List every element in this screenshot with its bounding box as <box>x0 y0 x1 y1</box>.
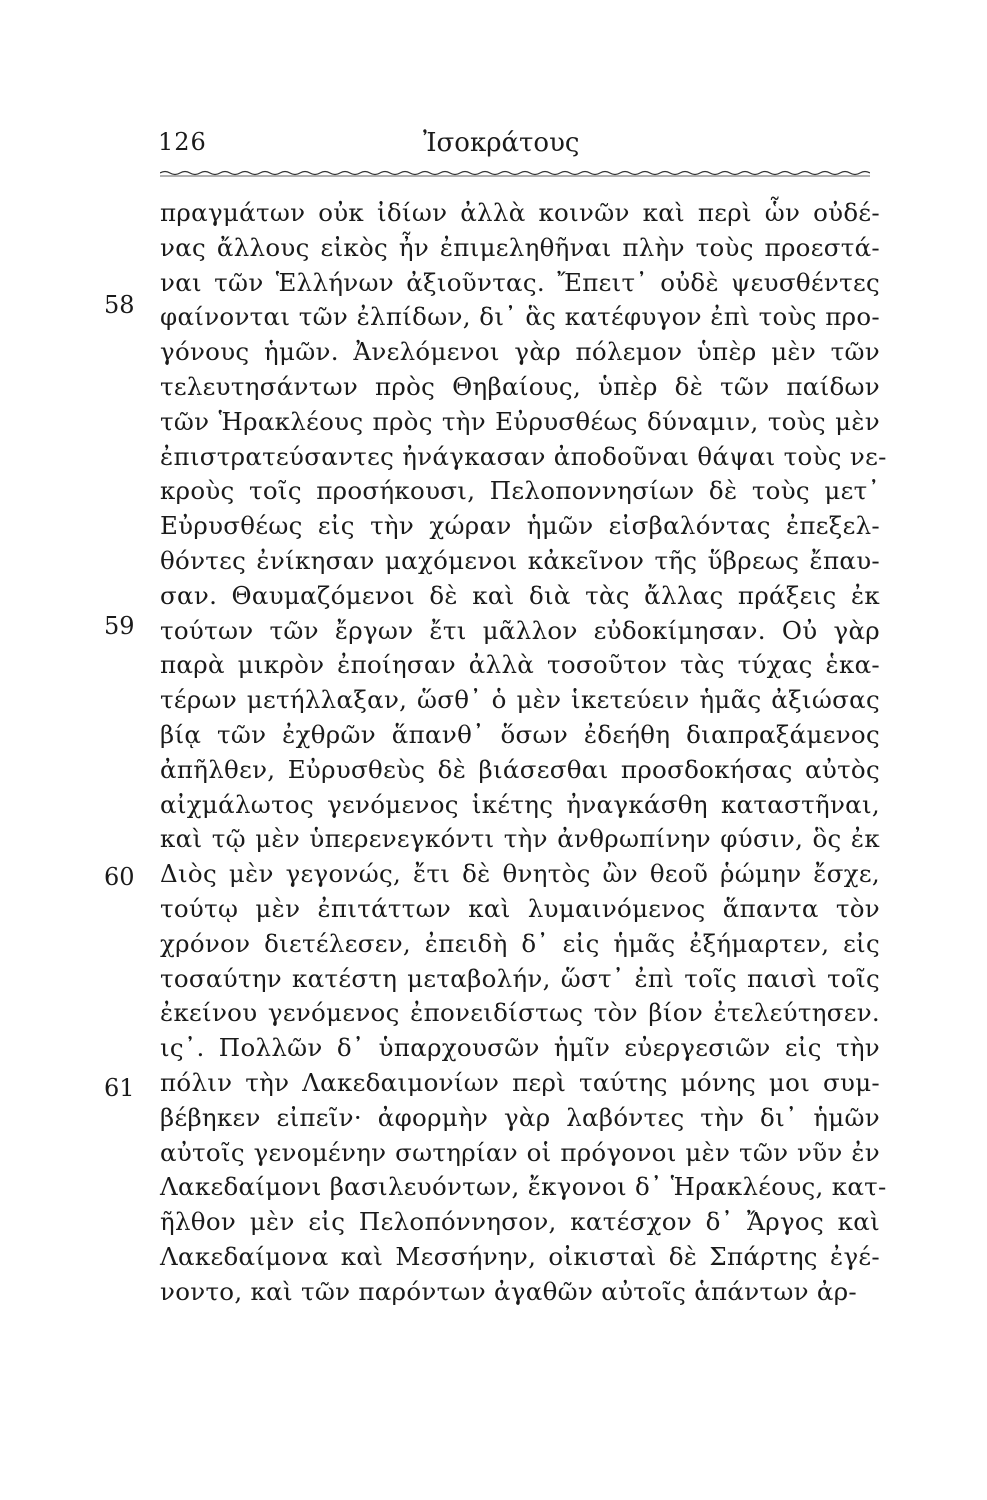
text-line: καὶ τῷ μὲν ὑπερενεγκόντι τὴν ἀνθρωπίνην φύσιν, ὃς ἐκ <box>160 824 880 854</box>
text-line: ἐκείνου γενόμενος ἐπονειδίστως τὸν βίον ἐτελεύτησεν. <box>160 998 880 1028</box>
text-line: παρὰ μικρὸν ἐποίησαν ἀλλὰ τοσοῦτον τὰς τύχας ἑκα- <box>160 650 880 680</box>
text-line: σαν. Θαυμαζόμενοι δὲ καὶ διὰ τὰς ἄλλας πράξεις ἐκ <box>160 580 880 610</box>
text-line: βίᾳ τῶν ἐχθρῶν ἅπανθ᾽ ὅσων ἐδεήθη διαπραξάμενος <box>160 719 880 749</box>
header-rule <box>160 168 870 180</box>
text-line: Λακεδαίμονα καὶ Μεσσήνην, οἰκισταὶ δὲ Σπάρτης ἐγέ- <box>160 1241 880 1271</box>
text-line: αἰχμάλωτος γενόμενος ἱκέτης ἠναγκάσθη καταστῆναι, <box>160 789 880 819</box>
text-line: πόλιν τὴν Λακεδαιμονίων περὶ ταύτης μόνης μοι συμ- <box>160 1067 880 1097</box>
text-line: βέβηκεν εἰπεῖν· ἀφορμὴν γὰρ λαβόντες τὴν δι᾽ ἡμῶν <box>160 1102 880 1132</box>
text-line: νοντο, καὶ τῶν παρόντων ἀγαθῶν αὐτοῖς ἁπάντων ἀρ- <box>160 1276 858 1306</box>
section-number-61: 61 <box>104 1074 135 1102</box>
text-line: ις᾽. Πολλῶν δ᾽ ὑπαρχουσῶν ἡμῖν εὐεργεσιῶν εἰς τὴν <box>160 1033 880 1063</box>
text-line: Εὐρυσθέως εἰς τὴν χώραν ἡμῶν εἰσβαλόντας ἐπεξελ- <box>160 511 880 541</box>
section-number-58: 58 <box>104 291 135 319</box>
text-line: ἀπῆλθεν, Εὐρυσθεὺς δὲ βιάσεσθαι προσδοκήσας αὐτὸς <box>160 754 880 784</box>
text-line: θόντες ἐνίκησαν μαχόμενοι κἀκεῖνον τῆς ὕβρεως ἔπαυ- <box>160 545 880 575</box>
text-line: Λακεδαίμονι βασιλευόντων, ἔκγονοι δ᾽ Ἡρακλέους, κατ- <box>160 1172 887 1202</box>
text-line: τελευτησάντων πρὸς Θηβαίους, ὑπὲρ δὲ τῶν παίδων <box>160 371 880 401</box>
text-line: ναι τῶν Ἑλλήνων ἀξιοῦντας. Ἔπειτ᾽ οὐδὲ ψευσθέντες <box>160 267 880 297</box>
text-line: ῆλθον μὲν εἰς Πελοπόννησον, κατέσχον δ᾽ Ἄργος καὶ <box>160 1207 880 1237</box>
text-line: φαίνονται τῶν ἐλπίδων, δι᾽ ἃς κατέφυγον ἐπὶ τοὺς προ- <box>160 302 880 332</box>
page-header <box>158 128 868 168</box>
text-line: ἐπιστρατεύσαντες ἠνάγκασαν ἀποδοῦναι θάψαι τοὺς νε- <box>160 441 887 471</box>
running-head: Ἰσοκράτους <box>423 128 580 158</box>
body-text <box>160 196 887 1310</box>
text-line: χρόνον διετέλεσεν, ἐπειδὴ δ᾽ εἰς ἡμᾶς ἐξήμαρτεν, εἰς <box>160 928 880 958</box>
text-line: νας ἄλλους εἰκὸς ἦν ἐπιμεληθῆναι πλὴν τοὺς προεστά- <box>160 232 880 262</box>
text-line: πραγμάτων οὐκ ἰδίων ἀλλὰ κοινῶν καὶ περὶ ὧν οὐδέ- <box>160 198 880 227</box>
text-line: γόνους ἡμῶν. Ἀνελόμενοι γὰρ πόλεμον ὑπὲρ μὲν τῶν <box>160 337 880 367</box>
page-number: 126 <box>158 128 207 156</box>
text-line: τέρων μετήλλαξαν, ὥσθ᾽ ὁ μὲν ἱκετεύειν ἡμᾶς ἀξιώσας <box>160 685 880 715</box>
text-line: Διὸς μὲν γεγονώς, ἔτι δὲ θνητὸς ὢν θεοῦ ῥώμην ἔσχε, <box>160 859 880 889</box>
text-line: αὐτοῖς γενομένην σωτηρίαν οἱ πρόγονοι μὲν τῶν νῦν ἐν <box>160 1137 880 1167</box>
text-line: τοσαύτην κατέστη μεταβολήν, ὥστ᾽ ἐπὶ τοῖς παισὶ τοῖς <box>160 963 880 993</box>
text-line: κροὺς τοῖς προσήκουσι, Πελοποννησίων δὲ τοὺς μετ᾽ <box>160 476 880 506</box>
text-line: τούτῳ μὲν ἐπιτάττων καὶ λυμαινόμενος ἅπαντα τὸν <box>160 893 880 923</box>
section-number-59: 59 <box>104 612 135 640</box>
text-line: τῶν Ἡρακλέους πρὸς τὴν Εὐρυσθέως δύναμιν, τοὺς μὲν <box>160 406 880 436</box>
text-line: τούτων τῶν ἔργων ἔτι μᾶλλον εὐδοκίμησαν. Οὐ γὰρ <box>160 615 880 645</box>
section-number-60: 60 <box>104 863 135 891</box>
